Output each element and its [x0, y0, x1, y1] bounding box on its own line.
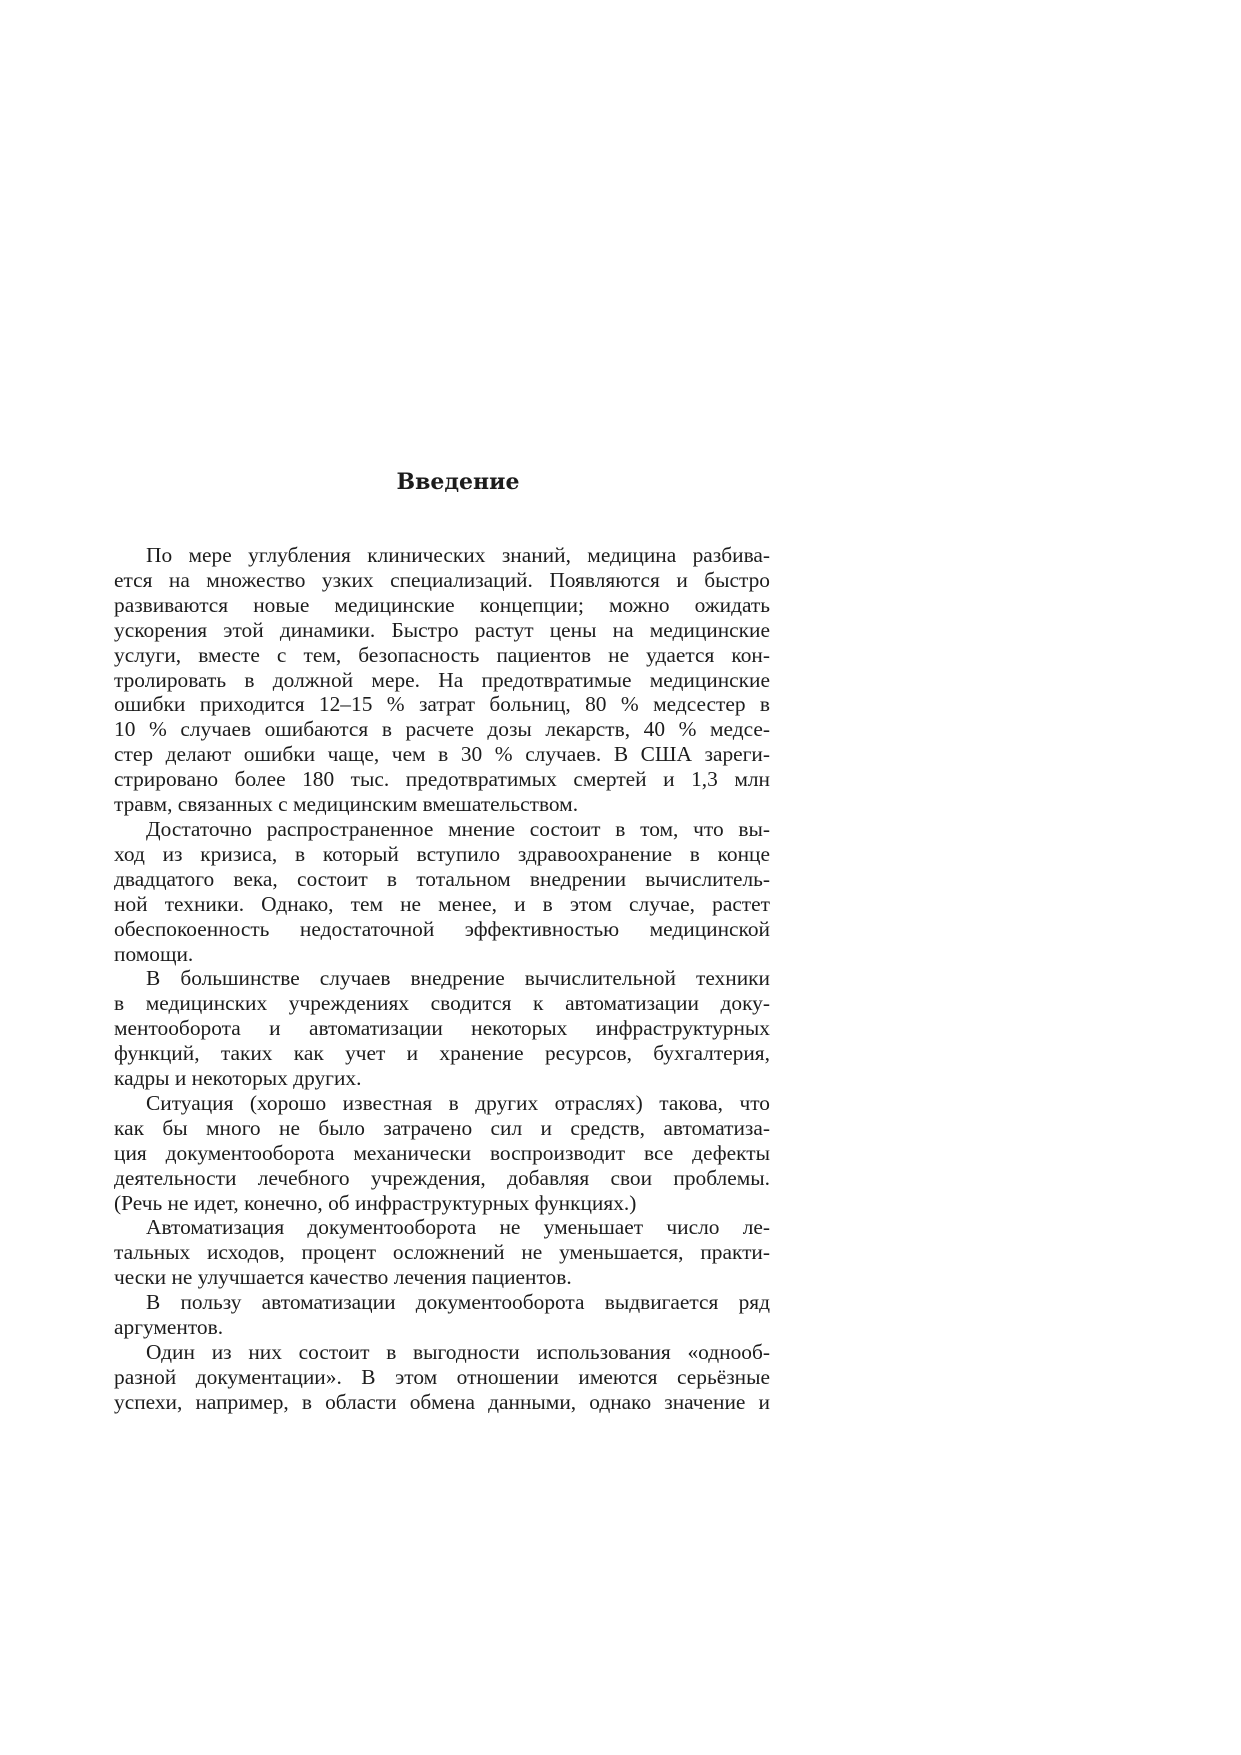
text-line: двадцатого века, состоит в тотальном внедрении вычислитель- [114, 866, 770, 891]
paragraph-4 [114, 1091, 770, 1216]
text-line: Автоматизация документооборота не уменьшает число ле- [146, 1215, 770, 1240]
section-title: Введение [396, 469, 520, 495]
text-line: стер делают ошибки чаще, чем в 30 % случаев. В США зареги- [114, 742, 770, 767]
text-line: услуги, вместе с тем, безопасность пациентов не удается кон- [114, 642, 770, 667]
text-line: травм, связанных с медицинским вмешательством. [114, 792, 579, 817]
text-line: ция документооборота механически воспроизводит все дефекты [114, 1140, 770, 1165]
paragraph-7 [114, 1340, 770, 1415]
text-line: Достаточно распространенное мнение состоит в том, что вы- [146, 816, 770, 841]
text-line: ется на множество узких специализаций. Появляются и быстро [114, 567, 770, 592]
text-line: тролировать в должной мере. На предотвратимые медицинские [114, 667, 770, 692]
text-line: Один из них состоит в выгодности использования «однооб- [146, 1340, 770, 1364]
text-line: ускорения этой динамики. Быстро растут цены на медицинские [114, 617, 770, 642]
paragraph-3 [114, 966, 770, 1091]
text-line: ной техники. Однако, тем не менее, и в этом случае, растет [114, 891, 770, 916]
text-line: стрировано более 180 тыс. предотвратимых смертей и 1,3 млн [114, 767, 770, 792]
text-line: 10 % случаев ошибаются в расчете дозы лекарств, 40 % медсе- [114, 717, 770, 742]
text-line: разной документации». В этом отношении имеются серьёзные [114, 1364, 770, 1389]
text-line: аргументов. [114, 1315, 224, 1340]
text-line: как бы много не было затрачено сил и средств, автоматиза- [114, 1115, 770, 1140]
text-line: обеспокоенность недостаточной эффективностью медицинской [114, 916, 770, 941]
text-line: В большинстве случаев внедрение вычислительной техники [146, 966, 770, 991]
text-line: чески не улучшается качество лечения пациентов. [114, 1265, 572, 1290]
paragraph-1 [114, 543, 770, 817]
text-line: в медицинских учреждениях сводится к автоматизации доку- [114, 991, 770, 1016]
paragraph-5 [114, 1215, 770, 1290]
text-line: Ситуация (хорошо известная в других отраслях) такова, что [146, 1090, 770, 1115]
text-line: деятельности лечебного учреждения, добавляя свои проблемы. [114, 1165, 770, 1190]
paragraph-2 [114, 817, 770, 966]
text-line: ментооборота и автоматизации некоторых инфраструктурных [114, 1016, 770, 1041]
text-line: (Речь не идет, конечно, об инфраструктурных функциях.) [114, 1190, 637, 1215]
text-line: кадры и некоторых других. [114, 1066, 362, 1091]
text-line: тальных исходов, процент осложнений не уменьшается, практи- [114, 1240, 770, 1265]
text-line: ход из кризиса, в который вступило здравоохранение в конце [114, 841, 770, 866]
text-line: помощи. [114, 941, 194, 966]
text-line: По мере углубления клинических знаний, медицина разбива- [146, 543, 770, 567]
text-line: функций, таких как учет и хранение ресурсов, бухгалтерия, [114, 1041, 770, 1066]
text-line: успехи, например, в области обмена данными, однако значение и [114, 1389, 770, 1414]
paragraph-6 [114, 1290, 770, 1340]
body-text [114, 543, 770, 1415]
text-line: ошибки приходится 12–15 % затрат больниц, 80 % медсестер в [114, 692, 770, 717]
text-line: В пользу автоматизации документооборота выдвигается ряд [146, 1290, 770, 1315]
text-line: развиваются новые медицинские концепции; можно ожидать [114, 592, 770, 617]
